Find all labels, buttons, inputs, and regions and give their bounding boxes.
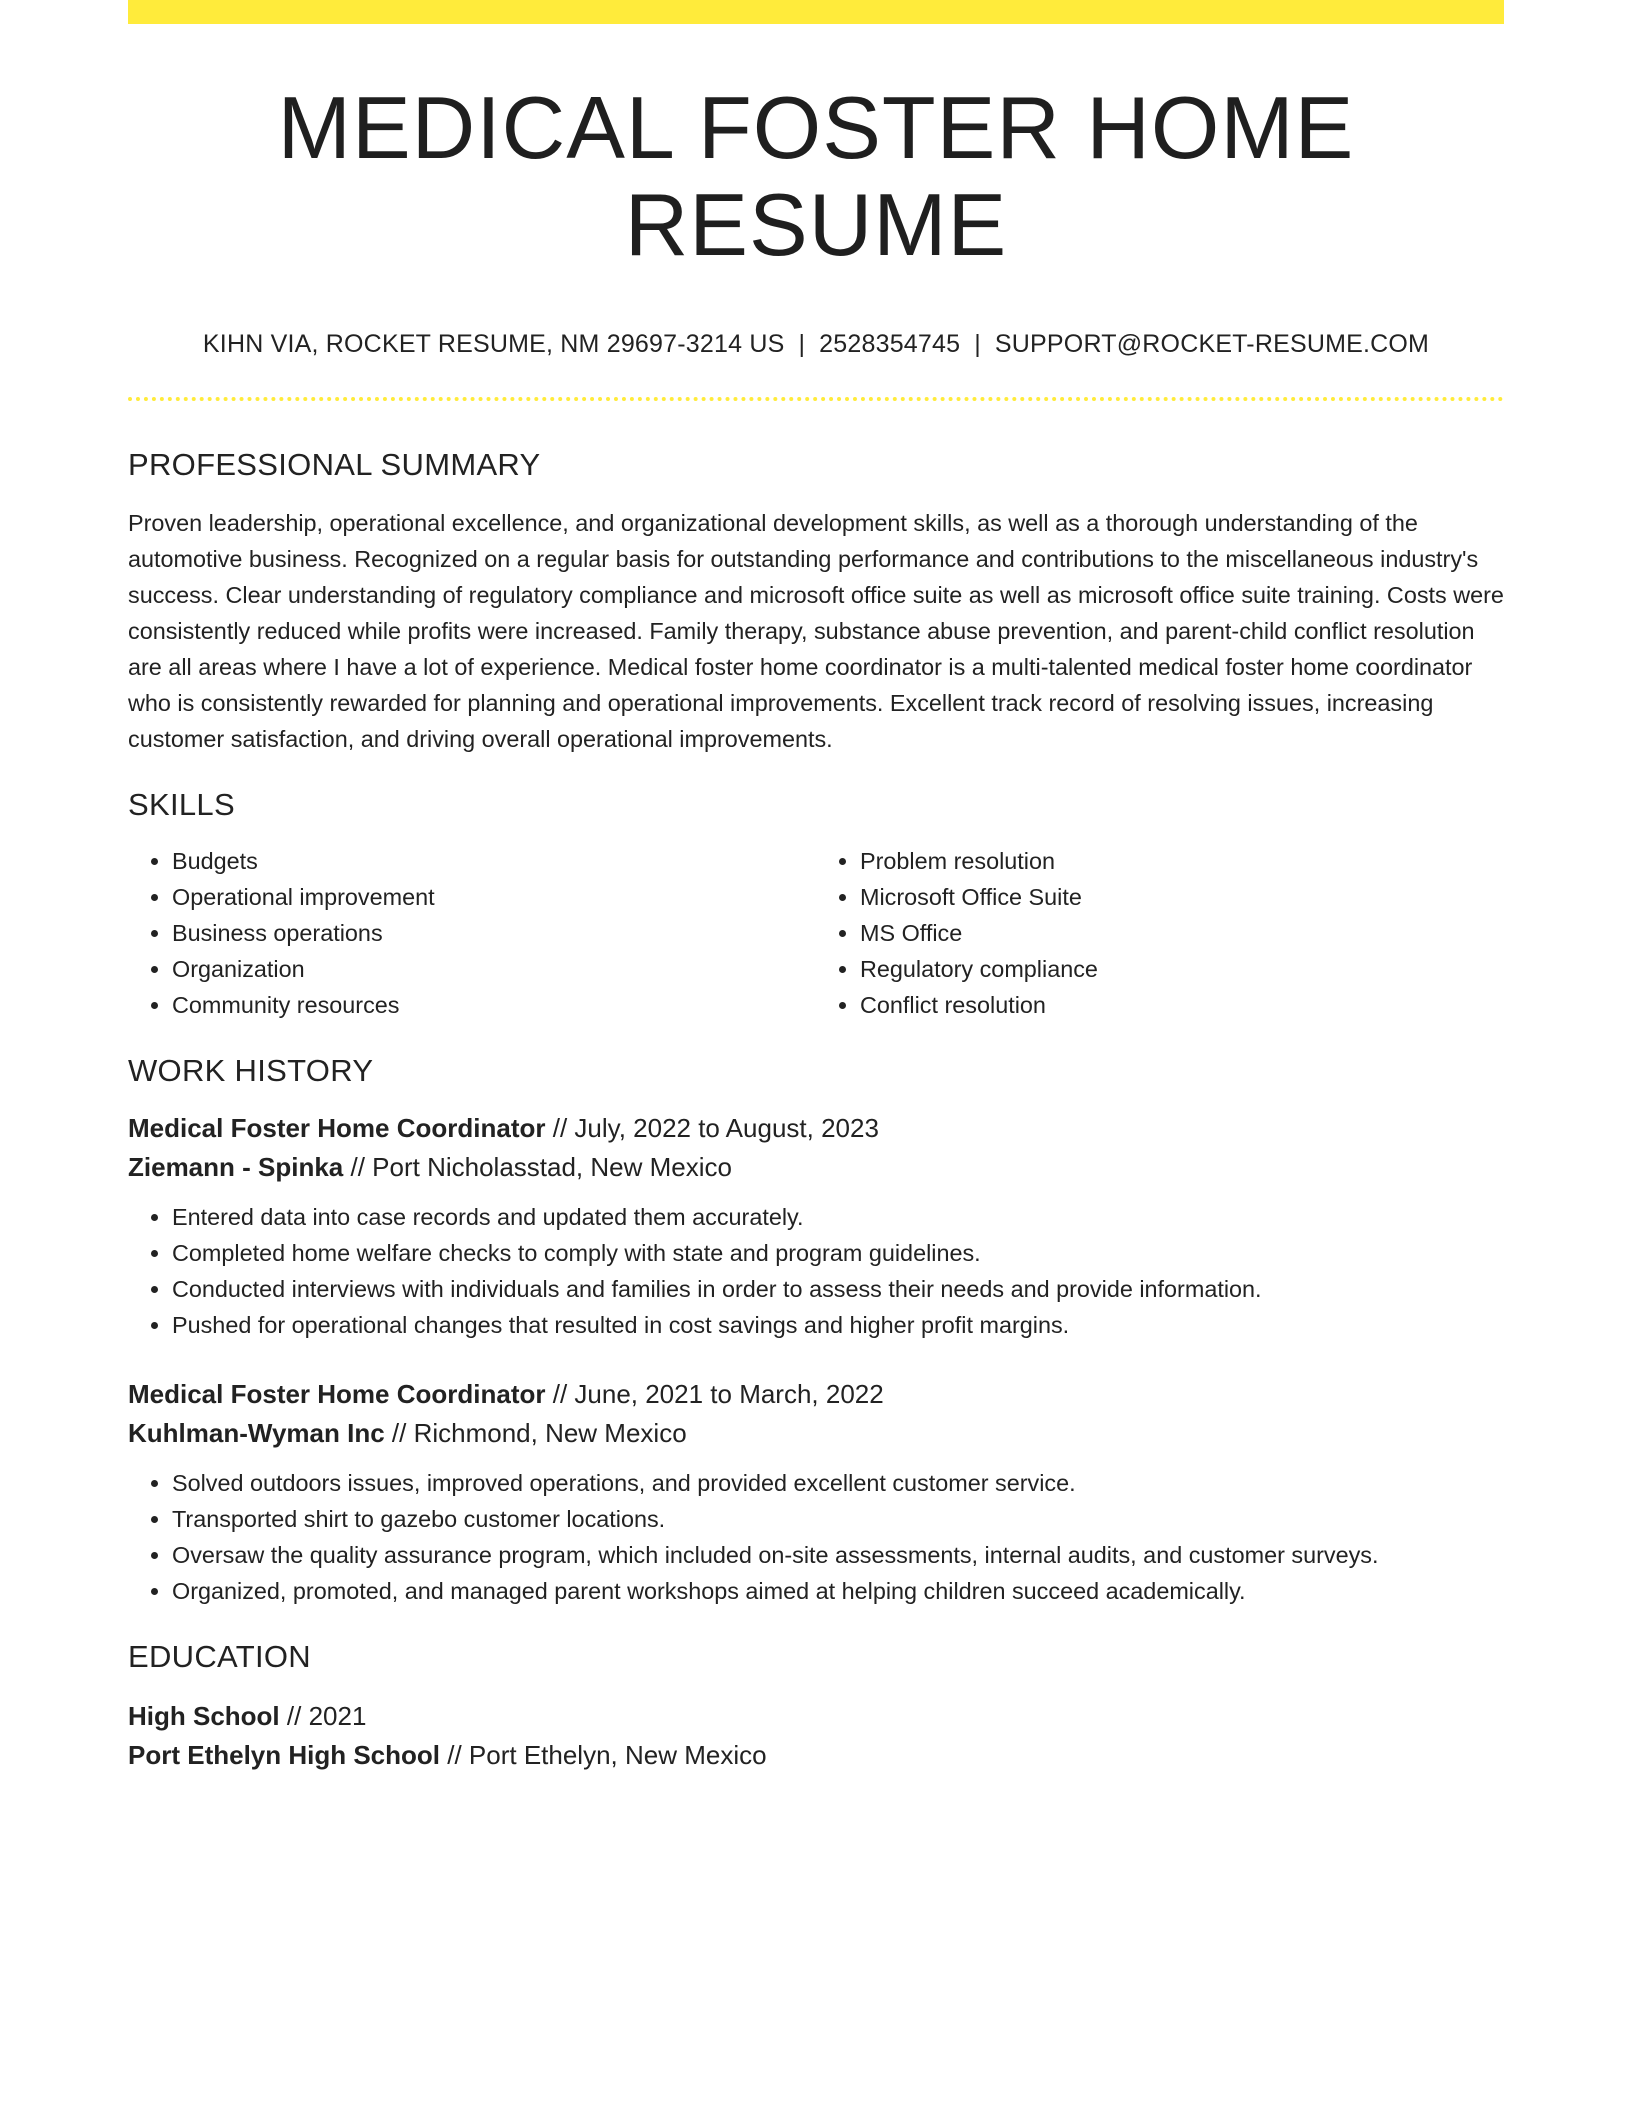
education-heading: EDUCATION — [128, 1638, 311, 1674]
job-duty: • Solved outdoors issues, improved operations, and provided excellent customer service. — [172, 1465, 1504, 1501]
skill-item: • Organization — [172, 951, 816, 987]
job-title-line — [128, 1109, 1504, 1148]
contact-address: KIHN VIA, ROCKET RESUME, NM 29697-3214 US — [202, 329, 785, 358]
job-duty: • Pushed for operational changes that resulted in cost savings and higher profit margins. — [172, 1307, 1504, 1343]
job-dates: // June, 2021 to March, 2022 — [545, 1378, 884, 1409]
job-duty: • Oversaw the quality assurance program, which included on-site assessments, internal audits, and customer surveys. — [172, 1537, 1504, 1573]
education-entry — [128, 1697, 1504, 1775]
contact-email: SUPPORT@ROCKET-RESUME.COM — [994, 329, 1430, 358]
accent-top-bar — [128, 0, 1504, 24]
job-duty: • Transported shirt to gazebo customer locations. — [172, 1501, 1504, 1537]
job-duty: • Entered data into case records and updated them accurately. — [172, 1199, 1504, 1235]
skill-item: • Conflict resolution — [860, 987, 1504, 1023]
education-school: Port Ethelyn High School — [128, 1739, 441, 1770]
education-school-line — [128, 1736, 1504, 1775]
job-title: Medical Foster Home Coordinator — [128, 1378, 546, 1409]
skill-item: • MS Office — [860, 915, 1504, 951]
job-location: // Richmond, New Mexico — [384, 1417, 687, 1448]
skills-column-left — [128, 843, 816, 1023]
skill-item: • Microsoft Office Suite — [860, 879, 1504, 915]
job-duty: • Conducted interviews with individuals and families in order to assess their needs and provide information. — [172, 1271, 1504, 1307]
job-title-line — [128, 1375, 1504, 1414]
skills-heading: SKILLS — [128, 786, 235, 822]
job-duties — [128, 1199, 1504, 1343]
education-degree-line — [128, 1697, 1504, 1736]
work-history-heading: WORK HISTORY — [128, 1052, 374, 1088]
job-entry — [128, 1109, 1504, 1343]
skill-item: • Operational improvement — [172, 879, 816, 915]
contact-info — [128, 330, 1504, 359]
summary-text: Proven leadership, operational excellence, and organizational development skills, as well as a thorough understanding of the automotive business. Recognized on a regular basis for outstanding performance and contributions to the miscellaneous industry's success. Clear understanding of regulatory compliance and microsoft office suite as well as microsoft office suite training. Costs were consistently reduced while profits were increased. Family therapy, substance abuse prevention, and parent-child conflict resolution are all areas where I have a lot of experience. Medical foster home coordinator is a multi-talented medical foster home coordinator who is consistently rewarded for planning and operational improvements. Excellent track record of resolving issues, increasing customer satisfaction, and driving overall operational improvements. — [128, 509, 1504, 752]
skill-item: • Regulatory compliance — [860, 951, 1504, 987]
job-duties — [128, 1465, 1504, 1609]
contact-phone: 2528354745 — [819, 329, 961, 358]
skill-item: • Problem resolution — [860, 843, 1504, 879]
job-company: Ziemann - Spinka — [128, 1151, 344, 1182]
skills-column-right — [816, 843, 1504, 1023]
job-title: Medical Foster Home Coordinator — [128, 1112, 546, 1143]
skill-item: • Business operations — [172, 915, 816, 951]
job-company: Kuhlman-Wyman Inc — [128, 1417, 385, 1448]
job-duty: • Organized, promoted, and managed parent workshops aimed at helping children succeed academically. — [172, 1573, 1504, 1609]
education-year: // 2021 — [279, 1700, 367, 1731]
contact-separator: | — [798, 329, 806, 358]
job-location: // Port Nicholasstad, New Mexico — [343, 1151, 732, 1182]
skill-item: • Community resources — [172, 987, 816, 1023]
job-duty: • Completed home welfare checks to comply with state and program guidelines. — [172, 1235, 1504, 1271]
skills-list — [128, 843, 1504, 1023]
resume-title: MEDICAL FOSTER HOME RESUME — [277, 78, 1355, 274]
job-company-line — [128, 1414, 1504, 1453]
skill-item: • Budgets — [172, 843, 816, 879]
job-entry — [128, 1375, 1504, 1609]
header-divider — [128, 397, 1504, 401]
education-degree: High School — [128, 1700, 280, 1731]
job-dates: // July, 2022 to August, 2023 — [545, 1112, 879, 1143]
contact-separator: | — [974, 329, 981, 358]
summary-heading: PROFESSIONAL SUMMARY — [128, 446, 541, 482]
education-location: // Port Ethelyn, New Mexico — [440, 1739, 767, 1770]
job-company-line — [128, 1148, 1504, 1187]
